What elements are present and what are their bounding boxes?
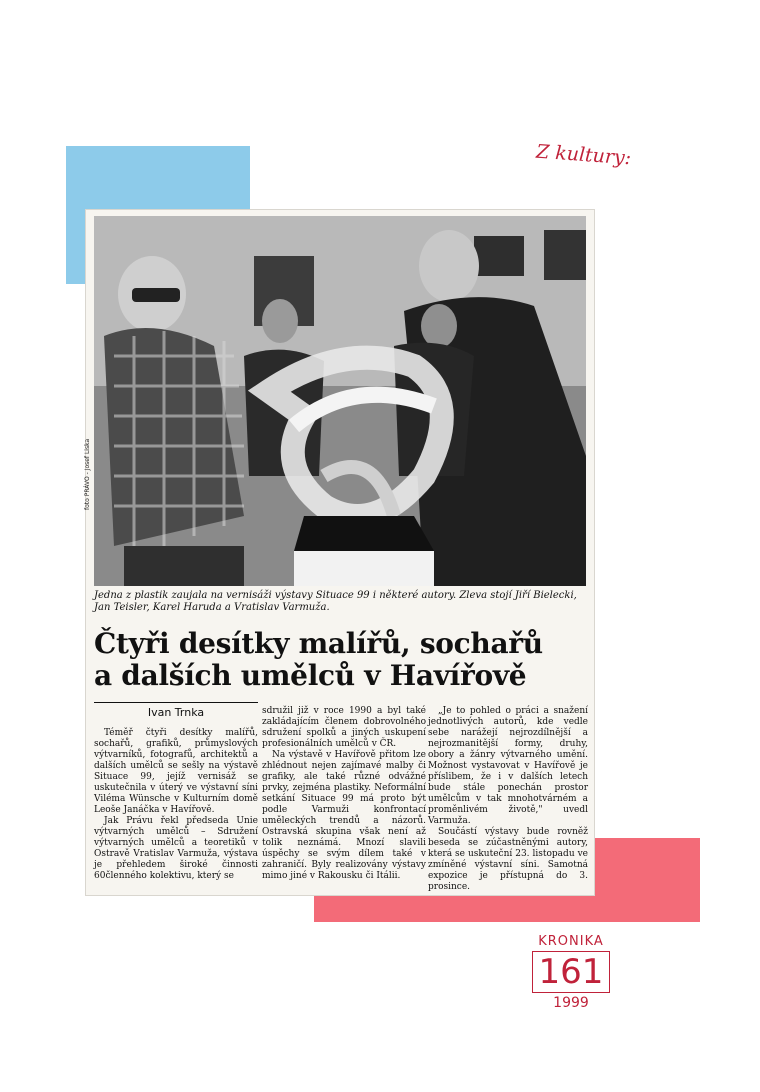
article-column-1: [94, 728, 258, 882]
article-photo: [94, 216, 586, 586]
photo-illustration: [94, 216, 586, 586]
article-column-2: [262, 706, 426, 882]
headline-line-2: a dalších umělců v Havířově: [94, 659, 527, 692]
handwritten-section-note: Z kultury:: [535, 140, 632, 170]
byline: Ivan Trnka: [147, 706, 205, 719]
paragraph: „Je to pohled o práci a snažení jednotlivých autorů, kde vedle sebe narážejí nejrozdílnější a nejrozmanitější formy, druhy, obory a žánry výtvarného umění. Možnost vystavovat v Havířově je příslibem, že i v dalších letech bude stále ponechán prostor umělcům v tak mnohotvárném a proměnlivém životě," uvedl Varmuža.: [428, 706, 588, 826]
article-headline: [94, 628, 586, 692]
photo-caption: Jedna z plastik zaujala na vernisáži výstavy Situace 99 i některé autory. Zleva stojí Jiří Bielecki, Jan Teisler, Karel Haruda a Vratislav Varmuža.: [94, 590, 577, 613]
article-column-3: [428, 706, 588, 893]
photo-credit: foto PRÁVO - Josef Liska: [84, 438, 91, 510]
headline-line-1: Čtyři desítky malířů, sochařů: [94, 627, 543, 660]
chronicle-label: KRONIKA: [538, 934, 604, 949]
paragraph: sdružil již v roce 1990 a byl také zakládajícím členem dobrovolného sdružení spolků a jiných uskupení profesionálních umělců v ČR.: [262, 706, 426, 749]
page-number: 161: [532, 951, 611, 993]
chronicle-stamp: [526, 934, 616, 1011]
byline-rule: [94, 702, 258, 703]
chronicle-year: 1999: [553, 995, 589, 1011]
paragraph: Součástí výstavy bude rovněž beseda se zúčastněnými autory, která se uskuteční 23. listopadu ve zmíněné výstavní síni. Samotná expozice je přístupná do 3. prosince.: [428, 827, 588, 892]
paragraph: Na výstavě v Havířově přitom lze zhlédnout nejen zajímavé malby či grafiky, ale také různé odvážné prvky, zejména plastiky. Neformální setkání Situace 99 má proto být podle Varmuži konfrontací uměleckých trendů a názorů. Ostravská skupina však není až tolik neznámá. Mnozí slavili úspěchy se svým dílem také v zahraničí. Byly realizovány výstavy mimo jiné v Rakousku či Itálii.: [262, 750, 426, 881]
newspaper-clipping: [86, 210, 594, 895]
paragraph: Téměř čtyři desítky malířů, sochařů, grafiků, průmyslových výtvarníků, fotografů, architektů a dalších umělců se sešly na výstavě Situace 99, jejíž vernisáž se uskutečnila v úterý ve výstavní síni Viléma Wünsche v Kulturním domě Leoše Janáčka v Havířově.: [94, 728, 258, 815]
paragraph: Jak Právu řekl předseda Unie výtvarných umělců – Sdružení výtvarných umělců a teoretiků v Ostravě Vratislav Varmuža, výstava je přehledem široké činnosti 60členného kolektivu, který se: [94, 816, 258, 881]
